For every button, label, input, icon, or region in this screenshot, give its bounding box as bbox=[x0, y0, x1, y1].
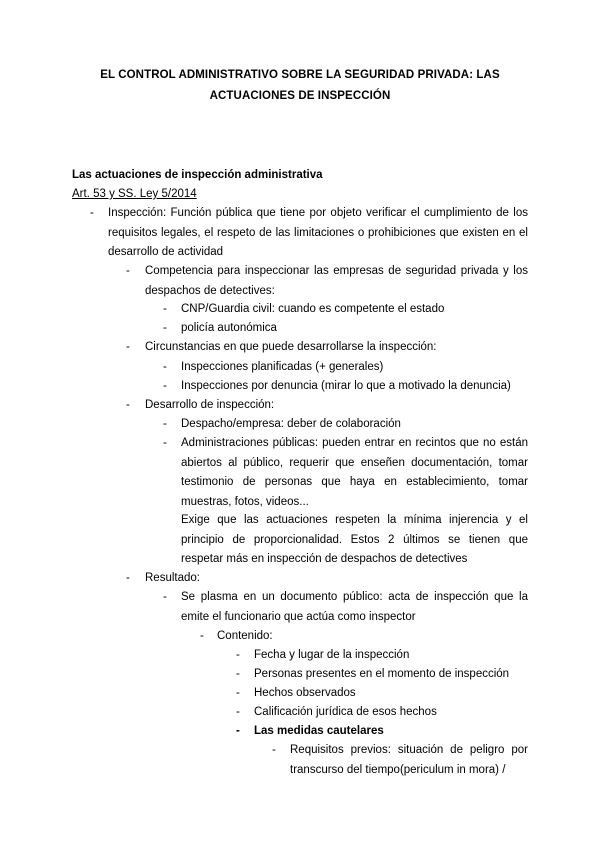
list-item-medidas-cautelares: Las medidas cautelares bbox=[254, 725, 384, 737]
bullet-dash: - bbox=[236, 668, 240, 680]
document-title-line-1: EL CONTROL ADMINISTRATIVO SOBRE LA SEGURIDAD PRIVADA: LAS bbox=[100, 69, 500, 81]
bullet-dash: - bbox=[163, 361, 167, 373]
bullet-dash: - bbox=[163, 437, 167, 449]
list-item-despacho-empresa: Despacho/empresa: deber de colaboración bbox=[181, 418, 401, 430]
bullet-dash: - bbox=[90, 207, 94, 219]
list-item-planificadas: Inspecciones planificadas (+ generales) bbox=[181, 361, 384, 373]
bullet-dash: - bbox=[236, 706, 240, 718]
section-heading: Las actuaciones de inspección administrativa bbox=[72, 169, 323, 181]
bullet-dash: - bbox=[236, 725, 240, 737]
bullet-dash: - bbox=[163, 322, 167, 334]
bullet-dash: - bbox=[200, 630, 204, 642]
list-item-documento-publico: Se plasma en un documento público: acta de inspección que la emite el funcionario que actúa como inspector bbox=[181, 591, 528, 623]
list-item-competencia: Competencia para inspeccionar las empresas de seguridad privada y los despachos de detectives: bbox=[145, 265, 528, 297]
bullet-dash: - bbox=[163, 591, 167, 603]
bullet-dash: - bbox=[126, 399, 130, 411]
bullet-dash: - bbox=[126, 572, 130, 584]
list-item-inspeccion-definicion: Inspección: Función pública que tiene por objeto verificar el cumplimiento de los requisitos legales, el respeto de las limitaciones o prohibiciones que existen en el desarrollo de actividad bbox=[108, 207, 528, 258]
list-item-por-denuncia: Inspecciones por denuncia (mirar lo que a motivado la denuncia) bbox=[181, 380, 511, 392]
bullet-dash: - bbox=[126, 265, 130, 277]
bullet-dash: - bbox=[272, 744, 276, 756]
list-item-personas-presentes: Personas presentes en el momento de inspección bbox=[254, 668, 510, 680]
bullet-dash: - bbox=[163, 418, 167, 430]
list-item-hechos-observados: Hechos observados bbox=[254, 687, 356, 699]
list-item-circunstancias: Circunstancias en que puede desarrollarse la inspección: bbox=[145, 341, 437, 353]
list-item-fecha-lugar: Fecha y lugar de la inspección bbox=[254, 649, 410, 661]
bullet-dash: - bbox=[126, 341, 130, 353]
list-item-cnp-guardia: CNP/Guardia civil: cuando es competente el estado bbox=[181, 303, 445, 315]
bullet-dash: - bbox=[163, 303, 167, 315]
list-item-contenido: Contenido: bbox=[217, 630, 273, 642]
document-title-line-2: ACTUACIONES DE INSPECCIÓN bbox=[209, 90, 391, 102]
list-item-resultado: Resultado: bbox=[145, 572, 200, 584]
list-item-policia-autonomica: policía autonómica bbox=[181, 322, 277, 334]
law-reference: Art. 53 y SS. Ley 5/2014 bbox=[72, 188, 197, 200]
list-item-requisitos-previos: Requisitos previos: situación de peligro por transcurso del tiempo(periculum in mora) / bbox=[290, 744, 528, 776]
bullet-dash: - bbox=[236, 649, 240, 661]
list-item-administraciones: Administraciones públicas: pueden entrar en recintos que no están abiertos al público, requerir que enseñen documentación, tomar testimonio de personas que haya en establecimiento, tomar muestras, fotos, videos... bbox=[181, 437, 528, 508]
bullet-dash: - bbox=[236, 687, 240, 699]
list-item-desarrollo: Desarrollo de inspección: bbox=[145, 399, 275, 411]
bullet-dash: - bbox=[163, 380, 167, 392]
list-item-calificacion: Calificación jurídica de esos hechos bbox=[254, 706, 437, 718]
paragraph-exige: Exige que las actuaciones respeten la mínima injerencia y el principio de proporcionalidad. Estos 2 últimos se tienen que respetar más en inspección de despachos de detectives bbox=[181, 514, 528, 565]
